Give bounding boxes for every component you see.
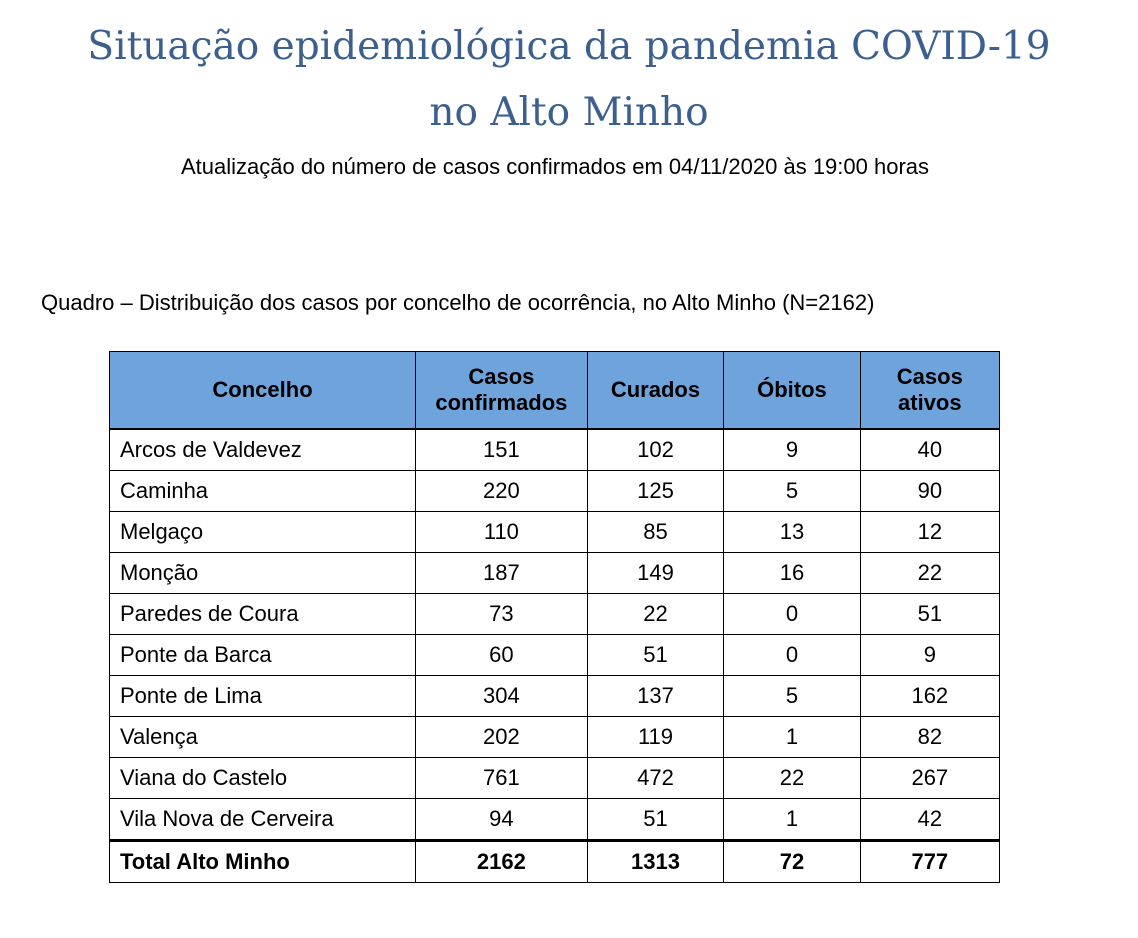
table-row: [110, 635, 1000, 676]
cell-confirmados: 110: [416, 512, 588, 553]
page-title-line2: no Alto Minho: [429, 90, 709, 135]
cases-table: [109, 351, 1000, 883]
header-confirmados: Casos confirmados: [416, 352, 588, 430]
cell-ativos: 82: [860, 717, 999, 758]
cell-concelho: Melgaço: [110, 512, 416, 553]
cell-confirmados: 304: [416, 676, 588, 717]
cell-curados: 51: [587, 799, 724, 841]
table-row: [110, 676, 1000, 717]
cell-concelho: Paredes de Coura: [110, 594, 416, 635]
table-row: [110, 471, 1000, 512]
cell-ativos: 12: [860, 512, 999, 553]
cell-concelho: Ponte de Lima: [110, 676, 416, 717]
page-title-line1: Situação epidemiológica da pandemia COVID-19: [87, 24, 1051, 69]
cell-confirmados: 187: [416, 553, 588, 594]
cell-curados: 119: [587, 717, 724, 758]
cell-confirmados: 94: [416, 799, 588, 841]
table-total-row: [110, 841, 1000, 883]
cell-concelho: Valença: [110, 717, 416, 758]
table-row: [110, 594, 1000, 635]
total-curados: 1313: [587, 841, 724, 883]
cell-ativos: 162: [860, 676, 999, 717]
table-row: [110, 512, 1000, 553]
header-curados: Curados: [587, 352, 724, 430]
table-caption: Quadro – Distribuição dos casos por concelho de ocorrência, no Alto Minho (N=2162): [41, 290, 875, 315]
cell-concelho: Ponte da Barca: [110, 635, 416, 676]
cell-curados: 102: [587, 429, 724, 471]
update-subtitle: Atualização do número de casos confirmados em 04/11/2020 às 19:00 horas: [180, 154, 930, 179]
cell-concelho: Caminha: [110, 471, 416, 512]
cell-obitos: 5: [724, 676, 860, 717]
cell-obitos: 16: [724, 553, 860, 594]
cell-confirmados: 220: [416, 471, 588, 512]
cell-concelho: Monção: [110, 553, 416, 594]
cell-obitos: 1: [724, 717, 860, 758]
header-obitos: Óbitos: [724, 352, 860, 430]
cell-obitos: 13: [724, 512, 860, 553]
cell-confirmados: 761: [416, 758, 588, 799]
cell-concelho: Arcos de Valdevez: [110, 429, 416, 471]
table-row: [110, 799, 1000, 841]
cell-concelho: Vila Nova de Cerveira: [110, 799, 416, 841]
header-concelho: Concelho: [110, 352, 416, 430]
cell-curados: 472: [587, 758, 724, 799]
cell-curados: 137: [587, 676, 724, 717]
cell-ativos: 40: [860, 429, 999, 471]
cell-curados: 125: [587, 471, 724, 512]
cell-ativos: 51: [860, 594, 999, 635]
table-row: [110, 429, 1000, 471]
cell-obitos: 0: [724, 635, 860, 676]
header-ativos: Casos ativos: [860, 352, 999, 430]
cell-ativos: 90: [860, 471, 999, 512]
cell-obitos: 22: [724, 758, 860, 799]
cell-ativos: 267: [860, 758, 999, 799]
cell-confirmados: 60: [416, 635, 588, 676]
cell-obitos: 0: [724, 594, 860, 635]
cell-confirmados: 151: [416, 429, 588, 471]
total-ativos: 777: [860, 841, 999, 883]
cell-confirmados: 73: [416, 594, 588, 635]
cell-curados: 85: [587, 512, 724, 553]
cell-ativos: 9: [860, 635, 999, 676]
total-concelho: Total Alto Minho: [110, 841, 416, 883]
table-row: [110, 758, 1000, 799]
table-header-row: [110, 352, 1000, 430]
cell-obitos: 5: [724, 471, 860, 512]
cell-ativos: 22: [860, 553, 999, 594]
cell-curados: 51: [587, 635, 724, 676]
table-row: [110, 553, 1000, 594]
cell-ativos: 42: [860, 799, 999, 841]
total-obitos: 72: [724, 841, 860, 883]
cell-confirmados: 202: [416, 717, 588, 758]
cell-curados: 149: [587, 553, 724, 594]
total-confirmados: 2162: [416, 841, 588, 883]
table-row: [110, 717, 1000, 758]
cell-curados: 22: [587, 594, 724, 635]
cell-obitos: 1: [724, 799, 860, 841]
cell-concelho: Viana do Castelo: [110, 758, 416, 799]
cell-obitos: 9: [724, 429, 860, 471]
